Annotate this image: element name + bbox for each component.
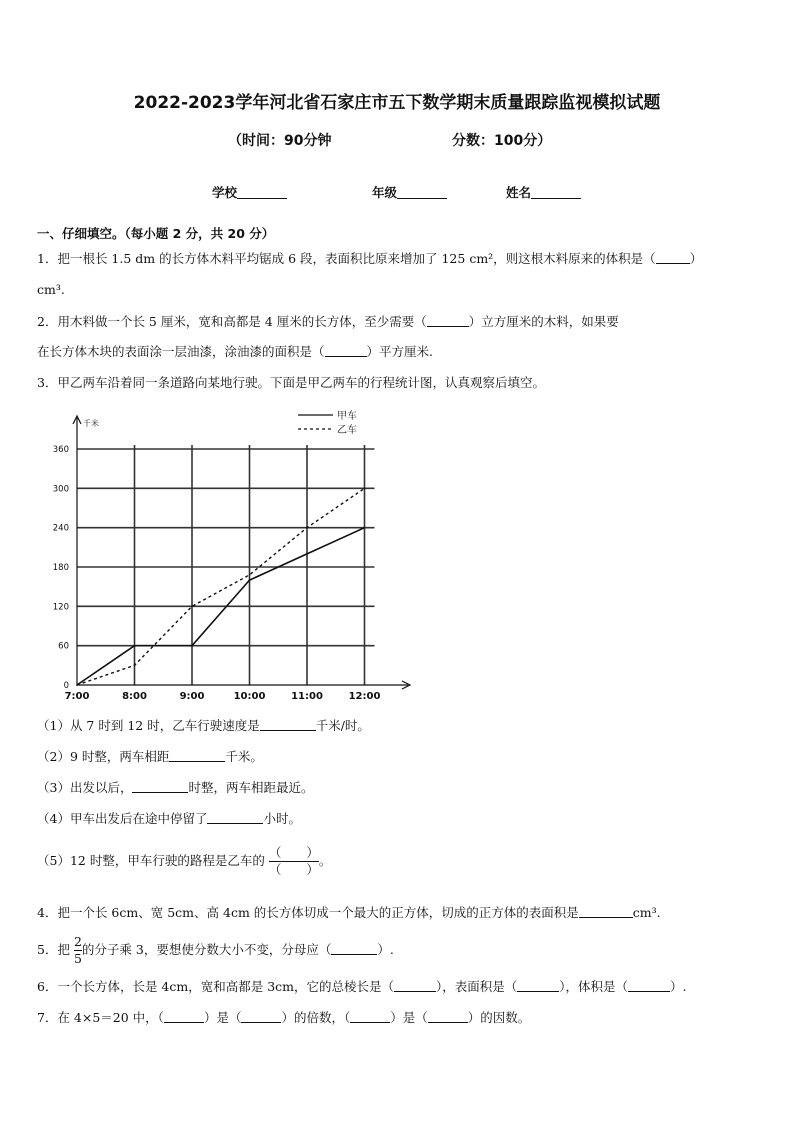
sub2-text: （2）9 时整，两车相距 xyxy=(37,749,170,764)
q6-end: ）. xyxy=(670,979,687,994)
data-point xyxy=(134,665,136,667)
x-tick-label: 8:00 xyxy=(122,691,147,702)
sub5-end: 。 xyxy=(318,853,332,868)
q2-text-3: 在长方体木块的表面涂一层油漆，涂油漆的面积是（ xyxy=(37,344,325,359)
q1-blank[interactable] xyxy=(656,251,690,264)
sub2-unit: 千米。 xyxy=(225,749,263,764)
question-1-unit: cm³. xyxy=(37,282,65,297)
question-7 xyxy=(37,1009,530,1027)
sub-question-4 xyxy=(37,810,301,828)
name-field xyxy=(506,183,581,201)
q2-blank-1[interactable] xyxy=(427,314,469,327)
sub4-text: （4）甲车出发后在途中停留了 xyxy=(37,811,208,826)
school-blank[interactable] xyxy=(237,186,287,199)
q7-text-3: ）的倍数，（ xyxy=(281,1010,351,1025)
sub1-unit: 千米/时。 xyxy=(315,718,370,733)
q5-blank[interactable] xyxy=(331,942,377,955)
sub5-text: （5）12 时整，甲车行驶的路程是乙车的 xyxy=(37,853,265,868)
sub3-blank[interactable] xyxy=(132,780,188,793)
exam-time: （时间：90分钟 xyxy=(228,133,332,149)
y-tick-label: 60 xyxy=(58,641,69,652)
section-heading: 一、仔细填空。（每小题 2 分，共 20 分） xyxy=(37,226,275,241)
legend-label: 乙车 xyxy=(337,425,357,436)
data-point xyxy=(191,645,193,647)
q5-numerator: 2 xyxy=(73,934,82,949)
q4-unit: cm³. xyxy=(632,905,661,920)
q7-end: ）的因数。 xyxy=(467,1010,531,1025)
grade-blank[interactable] xyxy=(397,186,447,199)
q6-text-3: ），体积是（ xyxy=(559,979,629,994)
legend-label: 甲车 xyxy=(337,411,357,422)
q6-text: 6．一个长方体，长是 4cm，宽和高都是 3cm，它的总棱长是（ xyxy=(37,979,395,994)
q7-text: 7．在 4×5＝20 中，（ xyxy=(37,1010,164,1025)
x-tick-label: 9:00 xyxy=(179,691,205,702)
q5-end: ）. xyxy=(377,942,394,957)
data-point xyxy=(134,645,136,647)
name-label: 姓名 xyxy=(506,185,532,200)
sub-question-1 xyxy=(37,717,370,735)
sub3-text-2: 时整，两车相距最近。 xyxy=(188,780,314,795)
question-4 xyxy=(37,904,661,922)
q1-text: 1．把一根长 1.5 dm 的长方体木料平均锯成 6 段，表面积比原来增加了 125 cm²，则这根木料原来的体积是（ xyxy=(37,251,656,266)
sub-question-2 xyxy=(37,748,263,766)
sub1-blank[interactable] xyxy=(260,718,316,731)
y-axis-label: 千米 xyxy=(83,419,99,428)
q7-blank-3[interactable] xyxy=(350,1010,390,1023)
x-tick-label: 7:00 xyxy=(64,691,90,702)
sub4-blank[interactable] xyxy=(207,811,263,824)
q4-blank[interactable] xyxy=(579,905,633,918)
data-point xyxy=(364,488,366,490)
sub-question-5 xyxy=(37,846,331,877)
page-title: 2022-2023学年河北省石家庄市五下数学期末质量跟踪监视模拟试题 xyxy=(133,93,661,113)
exam-score: 分数：100分） xyxy=(452,133,552,149)
data-point xyxy=(191,606,193,608)
q6-text-2: ），表面积是（ xyxy=(436,979,518,994)
data-point xyxy=(249,574,251,576)
data-point xyxy=(306,553,308,555)
grade-field xyxy=(372,183,447,201)
y-tick-label: 360 xyxy=(52,445,69,455)
q1-close: ） xyxy=(689,251,703,266)
q5-text-2: 的分子乘 3，要想使分数大小不变，分母应（ xyxy=(81,942,332,957)
question-1 xyxy=(37,250,702,268)
y-tick-label: 0 xyxy=(63,681,69,691)
sub5-numerator: （ ） xyxy=(268,845,319,860)
q4-text: 4．把一个长 6cm、宽 5cm、高 4cm 的长方体切成一个最大的正方体，切成的正方体的表面积是 xyxy=(37,905,579,920)
school-field xyxy=(212,183,287,201)
data-point xyxy=(249,579,251,581)
question-2 xyxy=(37,313,619,331)
question-2-line-2 xyxy=(37,343,433,361)
question-6 xyxy=(37,978,687,996)
sub1-text: （1）从 7 时到 12 时，乙车行驶速度是 xyxy=(37,718,260,733)
question-5 xyxy=(37,935,394,966)
x-tick-label: 11:00 xyxy=(291,691,323,702)
travel-line-chart xyxy=(40,404,420,704)
y-tick-label: 300 xyxy=(52,484,69,495)
sub-question-3 xyxy=(37,779,313,797)
q5-denominator: 5 xyxy=(73,951,82,966)
q2-text-2: ）立方厘米的木料，如果要 xyxy=(468,314,619,329)
y-tick-label: 240 xyxy=(52,523,69,534)
sub4-unit: 小时。 xyxy=(263,811,301,826)
sub2-blank[interactable] xyxy=(169,749,225,762)
grade-label: 年级 xyxy=(372,185,398,200)
y-tick-label: 120 xyxy=(52,602,69,613)
school-label: 学校 xyxy=(212,185,238,200)
q2-text: 2．用木料做一个长 5 厘米，宽和高都是 4 厘米的长方体，至少需要（ xyxy=(37,314,427,329)
sub5-denominator: （ ） xyxy=(268,862,319,877)
q2-text-4: ）平方厘米. xyxy=(366,344,433,359)
data-point xyxy=(364,527,366,529)
q6-blank-1[interactable] xyxy=(394,979,436,992)
q7-blank-1[interactable] xyxy=(164,1010,204,1023)
q7-text-4: ）是（ xyxy=(390,1010,428,1025)
q7-text-2: ）是（ xyxy=(203,1010,242,1025)
question-3: 3．甲乙两车沿着同一条道路向某地行驶。下面是甲乙两车的行程统计图，认真观察后填空。 xyxy=(37,375,545,390)
q6-blank-2[interactable] xyxy=(517,979,559,992)
data-point xyxy=(306,527,308,529)
q7-blank-2[interactable] xyxy=(241,1010,281,1023)
x-tick-label: 10:00 xyxy=(233,691,266,702)
y-tick-label: 180 xyxy=(52,563,69,573)
q6-blank-3[interactable] xyxy=(628,979,670,992)
x-tick-label: 12:00 xyxy=(348,691,381,702)
name-blank[interactable] xyxy=(531,186,581,199)
data-point xyxy=(76,684,78,686)
sub3-text: （3）出发以后， xyxy=(37,780,133,795)
q2-blank-2[interactable] xyxy=(325,344,367,357)
q7-blank-4[interactable] xyxy=(428,1010,468,1023)
q5-fraction xyxy=(74,935,82,966)
q5-text: 5．把 xyxy=(37,942,70,957)
sub5-fraction-answer[interactable] xyxy=(269,846,319,877)
